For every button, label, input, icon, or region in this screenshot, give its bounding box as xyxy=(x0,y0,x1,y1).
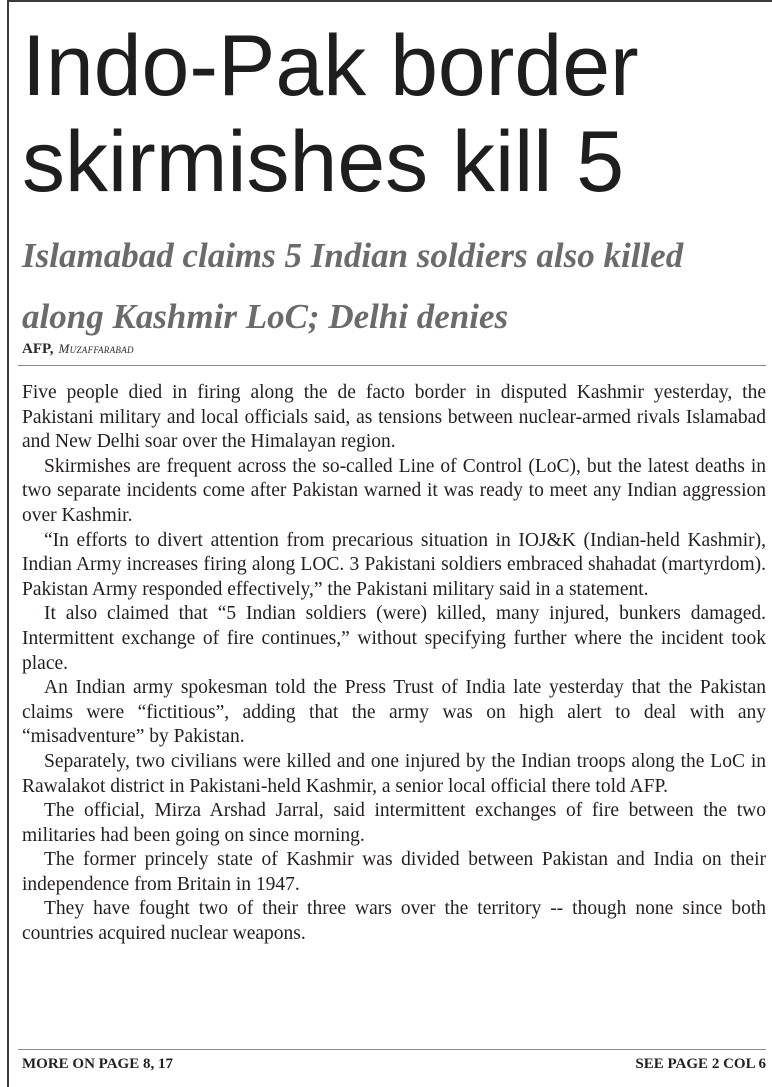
byline-agency: AFP, xyxy=(22,341,54,357)
headline: Indo-Pak border skirmishes kill 5 xyxy=(22,18,639,210)
news-article xyxy=(18,0,766,1087)
article-footer xyxy=(22,1054,766,1074)
paragraph: They have fought two of their three wars over the territory -- though none since both countries acquired nuclear weapons. xyxy=(22,898,766,945)
paragraph: “In efforts to divert attention from precarious situation in IOJ&K (Indian-held Kashmir), Indian Army increases firing along LOC. 3 Pakistani soldiers embraced shahadat (martyrdom). Pakistan Army responded effectively,” the Pakistani military said in a statement. xyxy=(22,529,766,600)
paragraph: The former princely state of Kashmir was divided between Pakistan and India on their independence from Britain in 1947. xyxy=(22,849,766,895)
article-body xyxy=(22,381,766,947)
byline-divider xyxy=(18,365,766,366)
footer-divider xyxy=(18,1049,766,1050)
paragraph: An Indian army spokesman told the Press Trust of India late yesterday that the Pakistan claims were “fictitious”, adding that the army was on high alert to deal with any “misadventure” by Pakistan. xyxy=(22,677,766,748)
continuation-right: SEE PAGE 2 COL 6 xyxy=(635,1056,766,1072)
byline-place: Muzaffarabad xyxy=(58,341,134,356)
paragraph: The official, Mirza Arshad Jarral, said intermittent exchanges of fire between the two militaries had been going on since morning. xyxy=(22,800,766,846)
paragraph: Separately, two civilians were killed and one injured by the Indian troops along the LoC in Rawalakot district in Pakistani-held Kashmir, a senior local official there told AFP. xyxy=(22,750,766,797)
paragraph: Five people died in firing along the de facto border in disputed Kashmir yesterday, the Pakistani military and local officials said, as tensions between nuclear-armed rivals Islamabad and New Delhi soar over the Himalayan region. xyxy=(22,382,766,453)
paragraph: Skirmishes are frequent across the so-called Line of Control (LoC), but the latest deaths in two separate incidents come after Pakistan warned it was ready to meet any Indian aggression over Kashmir. xyxy=(22,455,766,526)
subheadline: Islamabad claims 5 Indian soldiers also killed along Kashmir LoC; Delhi denies xyxy=(22,236,684,336)
byline xyxy=(22,340,134,358)
continuation-left: MORE ON PAGE 8, 17 xyxy=(22,1056,173,1072)
left-column-rule xyxy=(7,0,9,1087)
paragraph: It also claimed that “5 Indian soldiers (were) killed, many injured, bunkers damaged. Intermittent exchange of fire continues,” without specifying further where the incident took place. xyxy=(22,603,766,674)
